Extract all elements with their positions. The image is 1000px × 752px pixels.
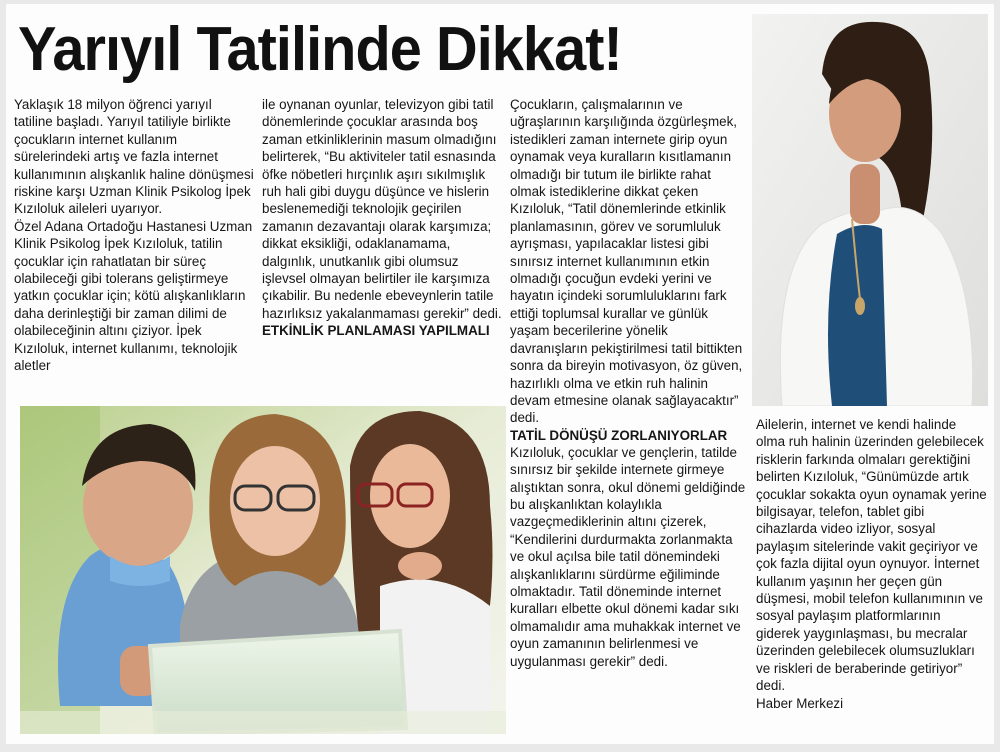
students-laptop-photo: [20, 406, 506, 734]
paragraph: Çocukların, çalışmalarının ve uğraşlarının karşılığında özgürleşmek, istedikleri zaman internete girip oyun oynamak veya kuralların kısıtlamanın olmadığı bir tutum ile birlikte rahat olmak istediklerine dikkat çeken Kızıloluk, “Tatil dönemlerinde etkinlik planlamasının, görev ve sorumluluk ayrışması, yapılacaklar listesi gibi sınırsız internet kullanımının etkin olmadığı çocuğun evdeki yerini ve hayatın içindeki sorumluluklarını fark ettiği toplumsal kurallar ve günlük yaşam becerilerine yönelik davranışların pekiştirilmesi tatil bittikten sonra da bireyin motivasyon, öz güven, hazırlıklı olma ve etkin ruh halinin devam etmesine olanak sağlayacaktır” dedi.: [510, 97, 743, 426]
article-column-2: [262, 96, 502, 339]
subheading: ETKİNLİK PLANLAMASI YAPILMALI: [262, 323, 490, 339]
psychologist-portrait-photo: [752, 14, 988, 406]
paragraph: Kızıloluk, çocuklar ve gençlerin, tatilde sınırsız bir şekilde internete girmeye alıştıktan sonra, okul dönemi geldiğinde bu alışkanlıktan kolaylıkla vazgeçmediklerinin altını çizerek, “Kendilerini durdurmakta zorlanmakta ve okul açılsa bile tatil dönemindeki alışkanlıklarını sürdürme eğiliminde olmaktadır. Tatil döneminde internet kuralları elbette okul dönemi kadar sıkı olmamalıdır ama muhakkak internet ve oyun zamanının belirlenmesi ve uygulanması gerekir” dedi.: [510, 444, 746, 669]
article-column-3: [510, 96, 748, 670]
paragraph: Yaklaşık 18 milyon öğrenci yarıyıl tatiline başladı. Yarıyıl tatiliyle birlikte çocukların internet kullanım sürelerindeki artış ve fazla internet kullanımının alışkanlık haline dönüşmesi riskine karşı Uzman Klinik Psikolog İpek Kızıloluk aileleri uyarıyor.: [14, 97, 254, 217]
article-column-4: [756, 416, 988, 712]
paragraph: ile oynanan oyunlar, televizyon gibi tatil dönemlerinde çocuklar arasında boş zaman etkinliklerinin masum olmadığını belirterek, “Bu aktiviteler tatil esnasında öfke nöbetleri hırçınlık aşırı sıkılmışlık ruh hali gibi duygu düşünce ve hislerin beslenemediği teknolojik geçirilen zamanın dezavantajı olarak karşımıza; dikkat eksikliği, odaklanamama, dalgınlık, unutkanlık gibi olumsuz işlevsel olmayan belirtiler ile karşımıza çıkabilir. Bu nedenle ebeveynlerin tatile hazırlıksız yakalanmaması gerekir” dedi.: [262, 97, 502, 321]
article-column-1: [14, 96, 254, 375]
byline: Haber Merkezi: [756, 695, 844, 711]
newspaper-page: [6, 4, 994, 744]
subheading: TATİL DÖNÜŞÜ ZORLANIYORLAR: [510, 427, 728, 443]
paragraph: Özel Adana Ortadoğu Hastanesi Uzman Klinik Psikolog İpek Kızıloluk, tatilin çocuklar için rahatlatan bir süreç olabileceği gibi tolerans geliştirmeye yatkın çocuklar için; kötü alışkanlıkların daha derinleştiği bir zaman dilimi de olabileceğinin altını çiziyor. İpek Kızıloluk, internet kullanımı, teknolojik aletler: [14, 218, 253, 374]
headline: Yarıyıl Tatilinde Dikkat!: [18, 15, 622, 84]
paragraph: Ailelerin, internet ve kendi halinde olma ruh halinin üzerinden gelebilecek risklerin farkında olmaları gerektiğini belirten Kızıloluk, “Günümüzde artık çocuklar sokakta oyun oynamak yerine bilgisayar, telefon, tablet gibi cihazlarda video izliyor, sosyal paylaşım sitelerinde vakit geçiriyor ve çok fazla dijital oyun oynuyor. İnternet kullanım yaşının her geçen gün düşmesi, mobil telefon kullanımının ve sosyal paylaşım platformlarının giderek yaygınlaşması, bu mecralar üzerinden gelebilecek olumsuzlukları ve riskleri de beraberinde getiriyor” dedi.: [756, 417, 987, 694]
